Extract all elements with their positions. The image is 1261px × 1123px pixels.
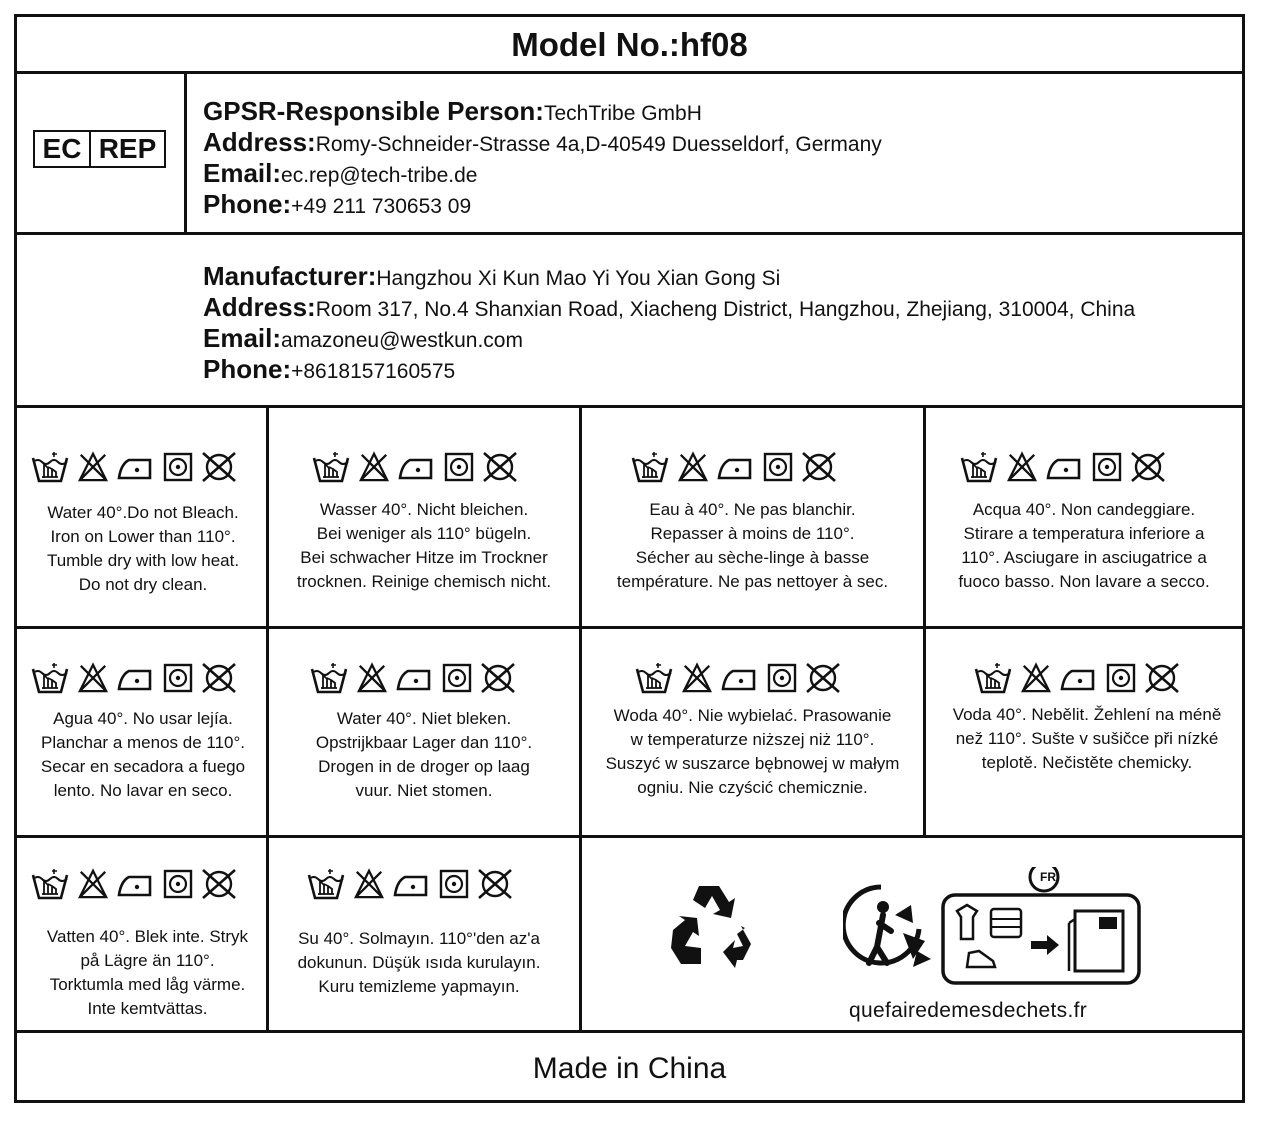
care-icons bbox=[973, 661, 1188, 695]
care-icons bbox=[959, 450, 1174, 484]
care-line: teplotě. Nečistěte chemicky. bbox=[981, 753, 1193, 772]
care-line: Bei schwacher Hitze im Trockner bbox=[300, 548, 548, 567]
wash-40-icon bbox=[630, 450, 670, 484]
care-line: température. Ne pas nettoyer à sec. bbox=[616, 572, 889, 591]
care-line: dokunun. Düşük ısıda kurulayın. bbox=[297, 953, 541, 972]
gpsr-value: TechTribe GmbH bbox=[543, 102, 702, 125]
no-dry-clean-icon bbox=[804, 661, 842, 695]
tumble-dry-low-icon bbox=[444, 450, 474, 484]
care-line: Wasser 40°. Nicht bleichen. bbox=[319, 500, 529, 519]
gpsr-label: GPSR-Responsible Person: bbox=[203, 96, 544, 126]
no-dry-clean-icon bbox=[476, 867, 514, 901]
no-bleach-icon bbox=[353, 867, 385, 901]
no-bleach-icon bbox=[77, 867, 109, 901]
care-line: Woda 40°. Nie wybielać. Prasowanie bbox=[613, 706, 892, 725]
gpsr-email-value: ec.rep@tech-tribe.de bbox=[281, 164, 478, 187]
care-text-it bbox=[926, 498, 1242, 594]
tumble-dry-low-icon bbox=[442, 661, 472, 695]
care-line: 110°. Asciugare in asciugatrice a bbox=[961, 548, 1207, 567]
tumble-dry-low-icon bbox=[1106, 661, 1136, 695]
care-line: Bei weniger als 110° bügeln. bbox=[316, 524, 532, 543]
manufacturer-phone-value: +8618157160575 bbox=[291, 360, 456, 383]
care-line: Water 40°. Niet bleken. bbox=[336, 709, 512, 728]
no-bleach-icon bbox=[681, 661, 713, 695]
label-frame bbox=[14, 14, 1245, 1103]
iron-low-icon bbox=[720, 661, 760, 695]
no-bleach-icon bbox=[77, 450, 109, 484]
triman-site: quefairedemesdechets.fr bbox=[849, 999, 1088, 1022]
manufacturer-label: Manufacturer: bbox=[203, 261, 377, 291]
no-dry-clean-icon bbox=[479, 661, 517, 695]
care-icons bbox=[309, 661, 524, 695]
gpsr-email-label: Email: bbox=[203, 158, 282, 188]
divider bbox=[17, 71, 1242, 74]
wash-40-icon bbox=[634, 661, 674, 695]
iron-low-icon bbox=[716, 450, 756, 484]
no-dry-clean-icon bbox=[200, 450, 238, 484]
care-line: Secar en secadora a fuego bbox=[40, 757, 246, 776]
triman-icon bbox=[843, 867, 1143, 987]
care-icons bbox=[630, 450, 845, 484]
no-bleach-icon bbox=[1020, 661, 1052, 695]
care-text-fr bbox=[582, 498, 923, 594]
divider bbox=[17, 232, 1242, 235]
tumble-dry-low-icon bbox=[767, 661, 797, 695]
care-line: Water 40°.Do not Bleach. bbox=[47, 503, 239, 522]
care-line: lento. No lavar en seco. bbox=[53, 781, 233, 800]
no-bleach-icon bbox=[1006, 450, 1038, 484]
no-bleach-icon bbox=[356, 661, 388, 695]
care-icons bbox=[306, 867, 521, 901]
tumble-dry-low-icon bbox=[439, 867, 469, 901]
made-in-text: Made in China bbox=[532, 1051, 727, 1085]
no-bleach-icon bbox=[677, 450, 709, 484]
iron-low-icon bbox=[116, 450, 156, 484]
care-icons bbox=[30, 867, 245, 901]
care-line: Acqua 40°. Non candeggiare. bbox=[972, 500, 1196, 519]
care-line: Suszyć w suszarce bębnowej w małym bbox=[605, 754, 900, 773]
care-line: Inte kemtvättas. bbox=[87, 999, 208, 1018]
divider bbox=[17, 835, 1242, 838]
divider bbox=[17, 1030, 1242, 1033]
care-icons bbox=[634, 661, 849, 695]
care-line: w temperaturze niższej niż 110°. bbox=[630, 730, 875, 749]
iron-low-icon bbox=[116, 867, 156, 901]
gpsr-info bbox=[203, 97, 882, 221]
gpsr-phone-value: +49 211 730653 09 bbox=[291, 195, 472, 218]
manufacturer-address-value: Room 317, No.4 Shanxian Road, Xiacheng District, Hangzhou, Zhejiang, 310004, China bbox=[315, 298, 1136, 321]
model-title: Model No.:hf08 bbox=[511, 26, 748, 63]
wash-40-icon bbox=[30, 867, 70, 901]
care-line: fuoco basso. Non lavare a secco. bbox=[958, 572, 1210, 591]
care-icons bbox=[311, 450, 526, 484]
care-line: Eau à 40°. Ne pas blanchir. bbox=[649, 500, 856, 519]
recycle-icon bbox=[663, 882, 759, 972]
care-line: trocknen. Reinige chemisch nicht. bbox=[296, 572, 552, 591]
care-icons bbox=[30, 661, 245, 695]
care-icons bbox=[30, 450, 245, 484]
no-bleach-icon bbox=[77, 661, 109, 695]
ec-rep-logo bbox=[33, 130, 166, 168]
care-text-nl bbox=[269, 707, 579, 803]
wash-40-icon bbox=[311, 450, 351, 484]
no-dry-clean-icon bbox=[1129, 450, 1167, 484]
tumble-dry-low-icon bbox=[1092, 450, 1122, 484]
wash-40-icon bbox=[306, 867, 346, 901]
gpsr-address-value: Romy-Schneider-Strasse 4a,D-40549 Duesseldorf, Germany bbox=[315, 133, 882, 156]
divider bbox=[184, 74, 187, 232]
divider bbox=[17, 405, 1242, 408]
manufacturer-address-label: Address: bbox=[203, 292, 316, 322]
tumble-dry-low-icon bbox=[163, 661, 193, 695]
rep-text: REP bbox=[98, 133, 157, 164]
care-line: Drogen in de droger op laag bbox=[318, 757, 530, 776]
care-line: Agua 40°. No usar lejía. bbox=[53, 709, 233, 728]
care-line: Repasser à moins de 110°. bbox=[650, 524, 855, 543]
care-text-en bbox=[20, 501, 266, 597]
care-line: ogniu. Nie czyścić chemicznie. bbox=[637, 778, 868, 797]
divider bbox=[17, 626, 1242, 629]
triman-fr-badge: FR bbox=[1040, 870, 1056, 884]
gpsr-address-label: Address: bbox=[203, 127, 316, 157]
manufacturer-phone-label: Phone: bbox=[203, 354, 292, 384]
iron-low-icon bbox=[1045, 450, 1085, 484]
iron-low-icon bbox=[1059, 661, 1099, 695]
manufacturer-email-value: amazoneu@westkun.com bbox=[281, 329, 523, 352]
no-dry-clean-icon bbox=[1143, 661, 1181, 695]
no-dry-clean-icon bbox=[200, 661, 238, 695]
manufacturer-value: Hangzhou Xi Kun Mao Yi You Xian Gong Si bbox=[376, 267, 781, 290]
care-line: Su 40°. Solmayın. 110°'den az'a bbox=[298, 929, 540, 948]
tumble-dry-low-icon bbox=[163, 450, 193, 484]
care-line: Kuru temizleme yapmayın. bbox=[318, 977, 520, 996]
care-line: Torktumla med låg värme. bbox=[49, 975, 246, 994]
care-line: Opstrijkbaar Lager dan 110°. bbox=[315, 733, 533, 752]
ec-text: EC bbox=[35, 132, 91, 166]
care-line: než 110°. Sušte v sušičce při nízké bbox=[955, 729, 1219, 748]
care-line: Stirare a temperatura inferiore a bbox=[963, 524, 1205, 543]
care-text-es bbox=[20, 707, 266, 803]
care-text-de bbox=[269, 498, 579, 594]
wash-40-icon bbox=[973, 661, 1013, 695]
wash-40-icon bbox=[959, 450, 999, 484]
care-text-tr bbox=[269, 927, 569, 999]
manufacturer-email-label: Email: bbox=[203, 323, 282, 353]
care-line: Iron on Lower than 110°. bbox=[50, 527, 236, 546]
manufacturer-info bbox=[203, 262, 1135, 386]
wash-40-icon bbox=[30, 661, 70, 695]
wash-40-icon bbox=[30, 450, 70, 484]
tumble-dry-low-icon bbox=[163, 867, 193, 901]
care-line: Planchar a menos de 110°. bbox=[41, 733, 245, 752]
iron-low-icon bbox=[397, 450, 437, 484]
no-dry-clean-icon bbox=[481, 450, 519, 484]
care-text-sv bbox=[20, 925, 275, 1021]
care-text-cs bbox=[926, 703, 1248, 775]
gpsr-phone-label: Phone: bbox=[203, 189, 292, 219]
care-line: Sécher au sèche-linge à basse bbox=[635, 548, 870, 567]
care-text-pl bbox=[582, 704, 923, 800]
care-line: Do not dry clean. bbox=[78, 575, 208, 594]
no-dry-clean-icon bbox=[200, 867, 238, 901]
no-dry-clean-icon bbox=[800, 450, 838, 484]
iron-low-icon bbox=[116, 661, 156, 695]
iron-low-icon bbox=[392, 867, 432, 901]
care-line: Voda 40°. Nebělit. Žehlení na méně bbox=[952, 705, 1222, 724]
care-line: Vatten 40°. Blek inte. Stryk bbox=[46, 927, 249, 946]
care-line: vuur. Niet stomen. bbox=[355, 781, 493, 800]
tumble-dry-low-icon bbox=[763, 450, 793, 484]
wash-40-icon bbox=[309, 661, 349, 695]
no-bleach-icon bbox=[358, 450, 390, 484]
care-line: Tumble dry with low heat. bbox=[46, 551, 240, 570]
care-line: på Lägre än 110°. bbox=[80, 951, 215, 970]
iron-low-icon bbox=[395, 661, 435, 695]
